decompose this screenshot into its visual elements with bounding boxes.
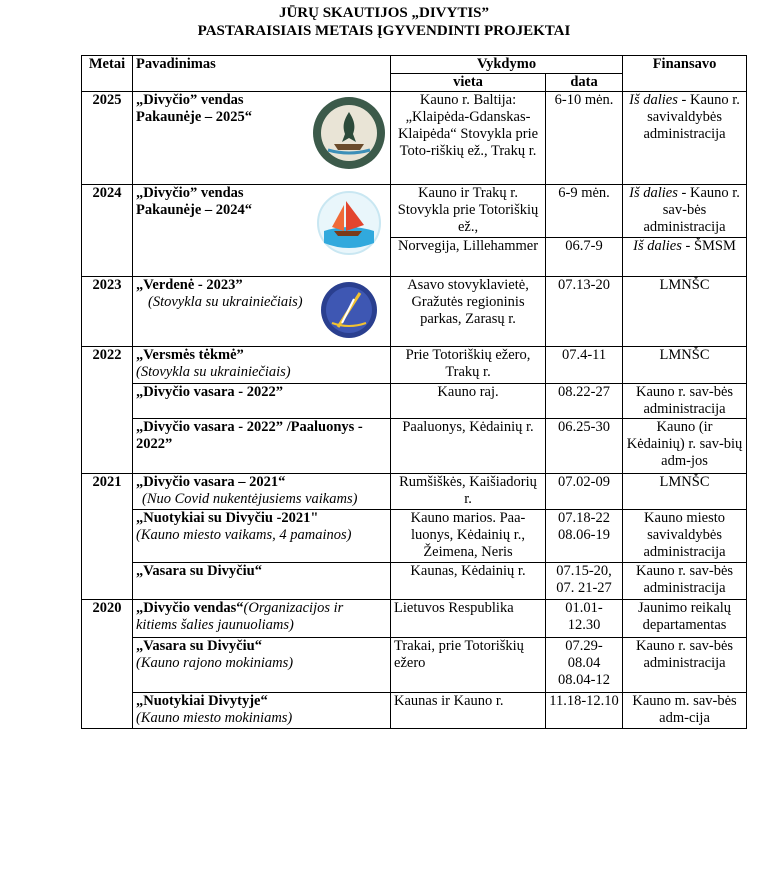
place-cell: Lietuvos Respublika (391, 600, 546, 638)
project-name: „Verdenė - 2023” (136, 277, 243, 293)
date-cell: 07.02-09 (546, 474, 623, 510)
funder-cell: Kauno r. sav-bės administracija (623, 384, 747, 419)
table-row (82, 419, 747, 474)
header-date: data (546, 74, 623, 92)
header-funder: Finansavo (623, 56, 747, 92)
table-row (82, 347, 747, 384)
place-cell: Kaunas ir Kauno r. (391, 693, 546, 729)
funder-text: - Kauno r. savivaldybės administracija (643, 92, 740, 142)
funder-cell: LMNŠC (623, 474, 747, 510)
project-note: (Kauno rajono mokiniams) (136, 655, 294, 671)
date-cell: 6-10 mėn. (546, 92, 623, 185)
place-cell: Kauno marios. Paa-luonys, Kėdainių r., Žeimena, Neris (391, 510, 546, 563)
table-row (82, 563, 747, 600)
project-note: (Stovykla su ukrainiečiais) (148, 294, 303, 310)
header-execution: Vykdymo (391, 56, 623, 74)
header-name: Pavadinimas (133, 56, 391, 92)
place-cell: Rumšiškės, Kaišiadorių r. (391, 474, 546, 510)
project-name: „Divyčio vasara – 2021“ (136, 474, 286, 490)
project-note: (Nuo Covid nukentėjusiems vaikams) (142, 491, 358, 507)
table-row (82, 693, 747, 729)
project-name: „Versmės tėkmė” (136, 347, 244, 363)
project-name-cell (133, 693, 391, 729)
funder-cell: Jaunimo reikalų departamentas (623, 600, 747, 638)
table-row (82, 600, 747, 638)
project-name: „Divyčio vendas“ (136, 600, 244, 616)
project-name: „Divyčio vasara - 2022” (133, 384, 391, 419)
year-cell: 2022 (82, 347, 133, 474)
project-note: (Kauno miesto vaikams, 4 pamainos) (136, 527, 352, 543)
logo-cell (309, 185, 391, 277)
funder-partial: Iš dalies (633, 238, 682, 254)
place-cell: Kauno ir Trakų r. Stovykla prie Totoriškių ež., (391, 185, 546, 238)
logo-cell (309, 92, 391, 185)
date-cell: 6-9 mėn. (546, 185, 623, 238)
year-cell: 2025 (82, 92, 133, 185)
logo-cell (309, 277, 391, 347)
table-row (82, 185, 747, 238)
document-title: JŪRŲ SKAUTIJOS „DIVYTIS” (278, 5, 490, 21)
project-note: (Organizacijos ir kitiems šalies jaunuoliams) (136, 600, 344, 633)
date-cell: 07.15-20, 07. 21-27 (546, 563, 623, 600)
funder-cell: Kauno r. sav-bės administracija (623, 563, 747, 600)
project-note: (Stovykla su ukrainiečiais) (136, 364, 291, 380)
project-name: „Divyčio” vendas Pakaunėje – 2024“ (133, 185, 309, 277)
date-cell: 07.29-08.04 08.04-12 (546, 638, 623, 693)
funder-partial: Iš dalies (629, 92, 678, 108)
project-name-cell (133, 474, 391, 510)
project-name-cell (133, 600, 391, 638)
project-name: „Nuotykiai Divytyje“ (136, 693, 268, 709)
funder-cell (623, 92, 747, 185)
funder-text: - Kauno r. sav-bės administracija (643, 185, 740, 235)
table-row (82, 474, 747, 510)
funder-text: - ŠMSM (681, 238, 736, 254)
place-cell: Kauno r. Baltija: „Klaipėda-Gdanskas-Klaipėda“ Stovykla prie Toto-riškių ež., Trakų r. (391, 92, 546, 185)
project-name: „Vasara su Divyčiu“ (136, 638, 262, 654)
place-cell: Kauno raj. (391, 384, 546, 419)
project-name-cell (133, 510, 391, 563)
place-cell: Trakai, prie Totoriškių ežero (391, 638, 546, 693)
project-name-cell (133, 277, 309, 347)
date-cell: 07.13-20 (546, 277, 623, 347)
project-name-cell (133, 638, 391, 693)
date-cell: 07.4-11 (546, 347, 623, 384)
project-name: „Divyčio vasara - 2022” /Paaluonys - 2022” (133, 419, 391, 474)
funder-cell: Kauno r. sav-bės administracija (623, 638, 747, 693)
funder-partial: Iš dalies (629, 185, 678, 201)
place-cell: Prie Totoriškių ežero, Trakų r. (391, 347, 546, 384)
header-row (82, 56, 747, 74)
date-cell: 01.01-12.30 (546, 600, 623, 638)
place-cell: Asavo stovyklavietė, Gražutės regioninis parkas, Zarasų r. (391, 277, 546, 347)
camp-2023-logo (320, 279, 378, 341)
table-row (82, 510, 747, 563)
table-row (82, 638, 747, 693)
funder-cell: Kauno miesto savivaldybės administracija (623, 510, 747, 563)
funder-cell: Kauno (ir Kėdainių) r. sav-bių adm-jos (623, 419, 747, 474)
date-cell: 07.18-22 08.06-19 (546, 510, 623, 563)
table-row (82, 92, 747, 185)
year-cell: 2024 (82, 185, 133, 277)
date-cell: 06.7-9 (546, 238, 623, 277)
camp-2025-logo (312, 94, 386, 172)
header-place: vieta (391, 74, 546, 92)
funder-cell: LMNŠC (623, 277, 747, 347)
funder-cell: LMNŠC (623, 347, 747, 384)
date-cell: 06.25-30 (546, 419, 623, 474)
funder-cell (623, 185, 747, 238)
place-cell: Norvegija, Lillehammer (391, 238, 546, 277)
table-row (82, 277, 747, 347)
camp-2024-logo (316, 187, 382, 263)
header-year: Metai (82, 56, 133, 92)
year-cell: 2021 (82, 474, 133, 600)
projects-table (81, 55, 747, 729)
document-subtitle: PASTARAISIAIS METAIS ĮGYVENDINTI PROJEKTAI (197, 23, 571, 39)
project-note: (Kauno miesto mokiniams) (136, 710, 293, 726)
table-row (82, 384, 747, 419)
year-cell: 2020 (82, 600, 133, 729)
project-name: „Nuotykiai su Divyčiu -2021" (136, 510, 319, 526)
project-name: „Divyčio” vendas Pakaunėje – 2025“ (133, 92, 309, 185)
project-name: „Vasara su Divyčiu“ (133, 563, 391, 600)
date-cell: 08.22-27 (546, 384, 623, 419)
place-cell: Kaunas, Kėdainių r. (391, 563, 546, 600)
place-cell: Paaluonys, Kėdainių r. (391, 419, 546, 474)
year-cell: 2023 (82, 277, 133, 347)
funder-cell (623, 238, 747, 277)
funder-cell: Kauno m. sav-bės adm-cija (623, 693, 747, 729)
project-name-cell (133, 347, 391, 384)
date-cell: 11.18-12.10 (546, 693, 623, 729)
